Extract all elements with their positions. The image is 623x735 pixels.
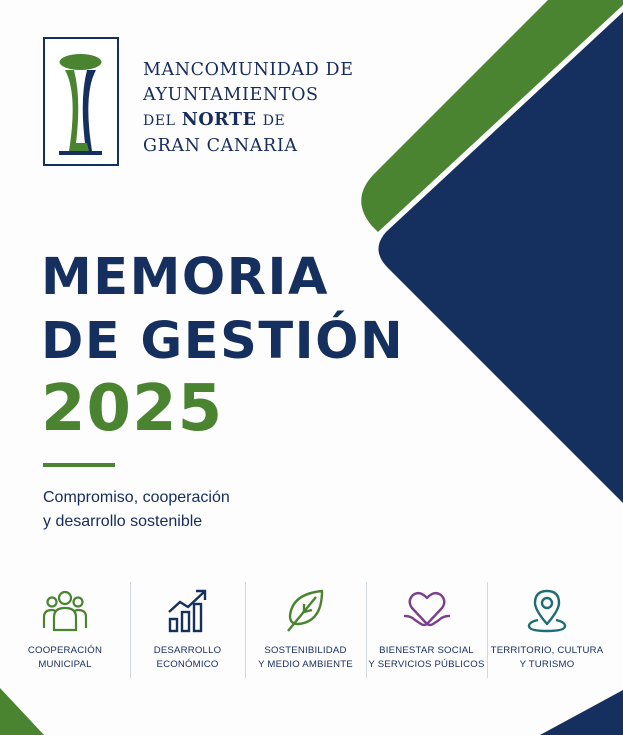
title-divider	[43, 463, 115, 467]
green-bottom-corner	[0, 688, 44, 735]
people-group-icon	[41, 586, 89, 634]
document-subtitle	[43, 486, 230, 534]
feature-label	[0, 644, 130, 672]
arch-emblem-icon	[45, 39, 116, 163]
feature-label-line1: SOSTENIBILIDAD	[264, 645, 347, 656]
feature-sostenibilidad	[245, 580, 366, 680]
document-title	[41, 246, 404, 374]
title-line1: MEMORIA	[41, 248, 329, 307]
org-name-line4: GRAN CANARIA	[143, 136, 298, 156]
feature-label	[245, 644, 366, 672]
org-name-de: DE	[262, 113, 286, 129]
feature-label-line1: DESARROLLO	[153, 645, 222, 656]
feature-label-line1: BIENESTAR SOCIAL	[379, 645, 474, 656]
feature-label-line1: TERRITORIO, CULTURA	[490, 645, 604, 656]
navy-bottom-corner	[540, 690, 623, 735]
leaf-icon	[282, 586, 330, 634]
org-name-line3	[143, 108, 354, 134]
feature-territorio	[487, 580, 607, 680]
feature-label-line1: COOPERACIÓN	[27, 645, 103, 656]
feature-desarrollo	[130, 580, 245, 680]
feature-label-line2: ECONÓMICO	[156, 659, 219, 670]
organization-logo	[43, 37, 119, 166]
feature-row	[0, 580, 623, 680]
org-name-norte: NORTE	[181, 110, 257, 130]
feature-label-line2: Y MEDIO AMBIENTE	[258, 659, 353, 670]
feature-bienestar	[366, 580, 487, 680]
feature-cooperacion	[0, 580, 130, 680]
report-year: 2025	[41, 372, 224, 446]
feature-label-line2: Y TURISMO	[519, 659, 575, 670]
feature-label	[130, 644, 245, 672]
growth-chart-icon	[164, 586, 212, 634]
feature-label-line2: MUNICIPAL	[38, 659, 92, 670]
subtitle-line2: y desarrollo sostenible	[43, 513, 203, 530]
map-pin-icon	[523, 586, 571, 634]
org-name-line2: AYUNTAMIENTOS	[143, 85, 319, 105]
feature-label	[366, 644, 487, 672]
feature-divider	[487, 582, 488, 678]
organization-name	[143, 58, 354, 159]
org-name-del: DEL	[143, 113, 176, 129]
title-line2: DE GESTIÓN	[41, 312, 405, 371]
feature-divider	[130, 582, 131, 678]
feature-divider	[245, 582, 246, 678]
feature-label-line2: Y SERVICIOS PÚBLICOS	[368, 659, 485, 670]
feature-divider	[366, 582, 367, 678]
subtitle-line1: Compromiso, cooperación	[43, 489, 230, 506]
org-name-line1: MANCOMUNIDAD DE	[143, 60, 354, 80]
heart-hands-icon	[403, 586, 451, 634]
feature-label	[487, 644, 607, 672]
